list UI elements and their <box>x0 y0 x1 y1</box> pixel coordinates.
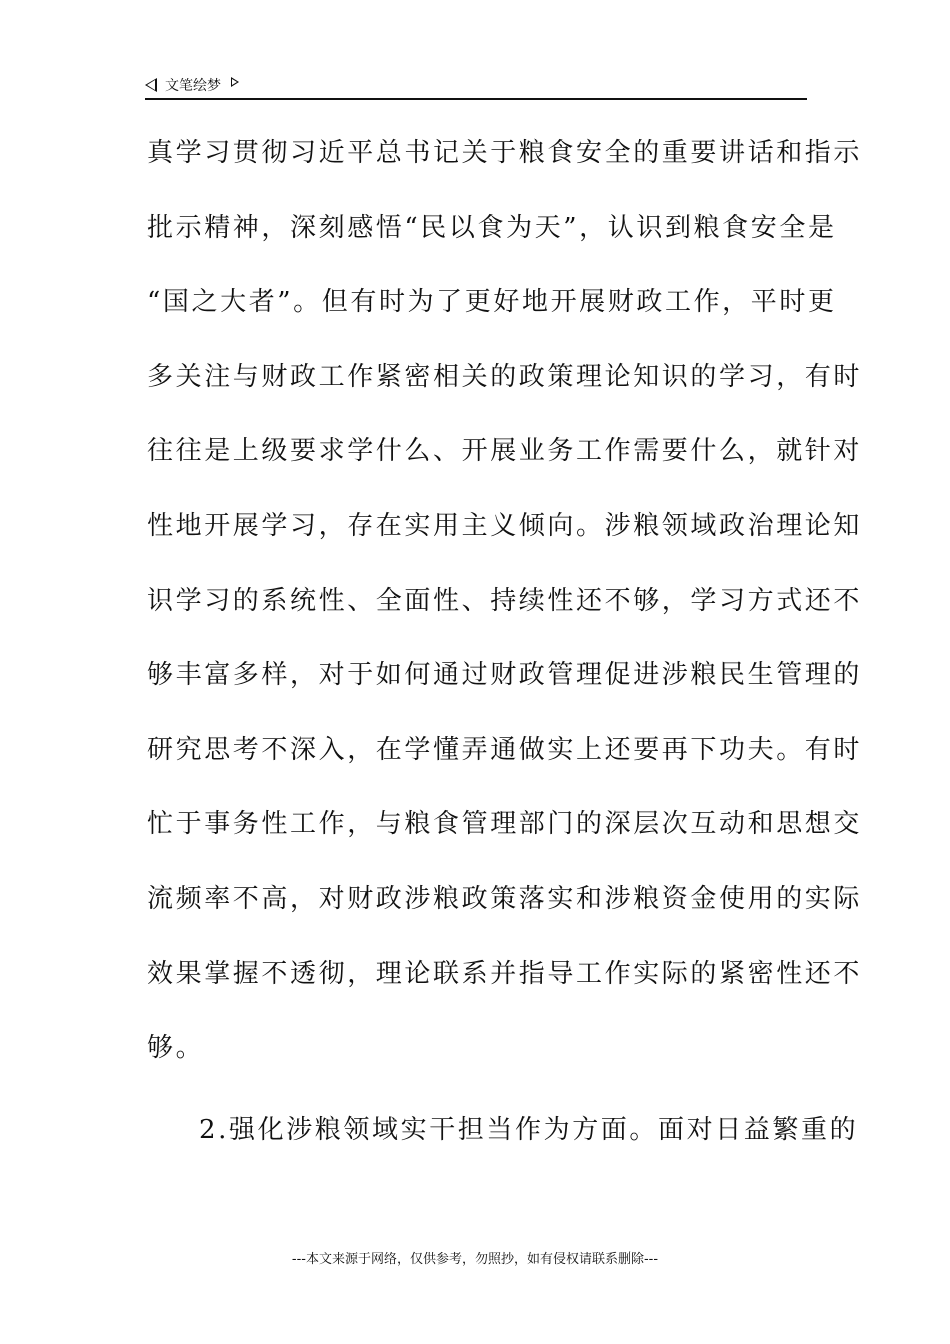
text-line: 忙于事务性工作，与粮食管理部门的深层次互动和思想交 <box>147 809 863 840</box>
text-line: 真学习贯彻习近平总书记关于粮食安全的重要讲话和指示 <box>147 138 863 168</box>
text-line: 识学习的系统性、全面性、持续性还不够，学习方式还不 <box>147 585 863 616</box>
text-line: 批示精神，深刻感悟“民以食为天”，认识到粮食安全是 <box>147 212 837 243</box>
text-line: “国之大者”。但有时为了更好地开展财政工作，平时更 <box>147 287 837 318</box>
footer-disclaimer: ---本文来源于网络，仅供参考，勿照抄，如有侵权请联系删除--- <box>291 1252 659 1267</box>
text-line: 效果掌握不透彻，理论联系并指导工作实际的紧密性还不 <box>147 958 863 989</box>
text-line: 够丰富多样，对于如何通过财政管理促进涉粮民生管理的 <box>147 660 863 691</box>
paragraph-1 <box>147 128 863 1098</box>
header-title: 文笔绘梦 <box>165 78 221 94</box>
text-line: 流频率不高，对财政涉粮政策落实和涉粮资金使用的实际 <box>147 883 863 914</box>
text-line: 够。 <box>147 1033 205 1064</box>
text-line: 性地开展学习，存在实用主义倾向。涉粮领域政治理论知 <box>147 510 863 541</box>
paragraph-2: 2.强化涉粮领域实干担当作为方面。面对日益繁重的 <box>199 1115 859 1145</box>
header-divider <box>145 98 807 100</box>
text-line: 研究思考不深入，在学懂弄通做实上还要再下功夫。有时 <box>147 734 863 765</box>
page-header <box>145 74 239 96</box>
text-line: 多关注与财政工作紧密相关的政策理论知识的学习，有时 <box>147 361 863 392</box>
left-triangle-icon <box>145 78 157 92</box>
right-triangle-icon <box>231 77 239 87</box>
text-line: 往往是上级要求学什么、开展业务工作需要什么，就针对 <box>147 436 863 467</box>
